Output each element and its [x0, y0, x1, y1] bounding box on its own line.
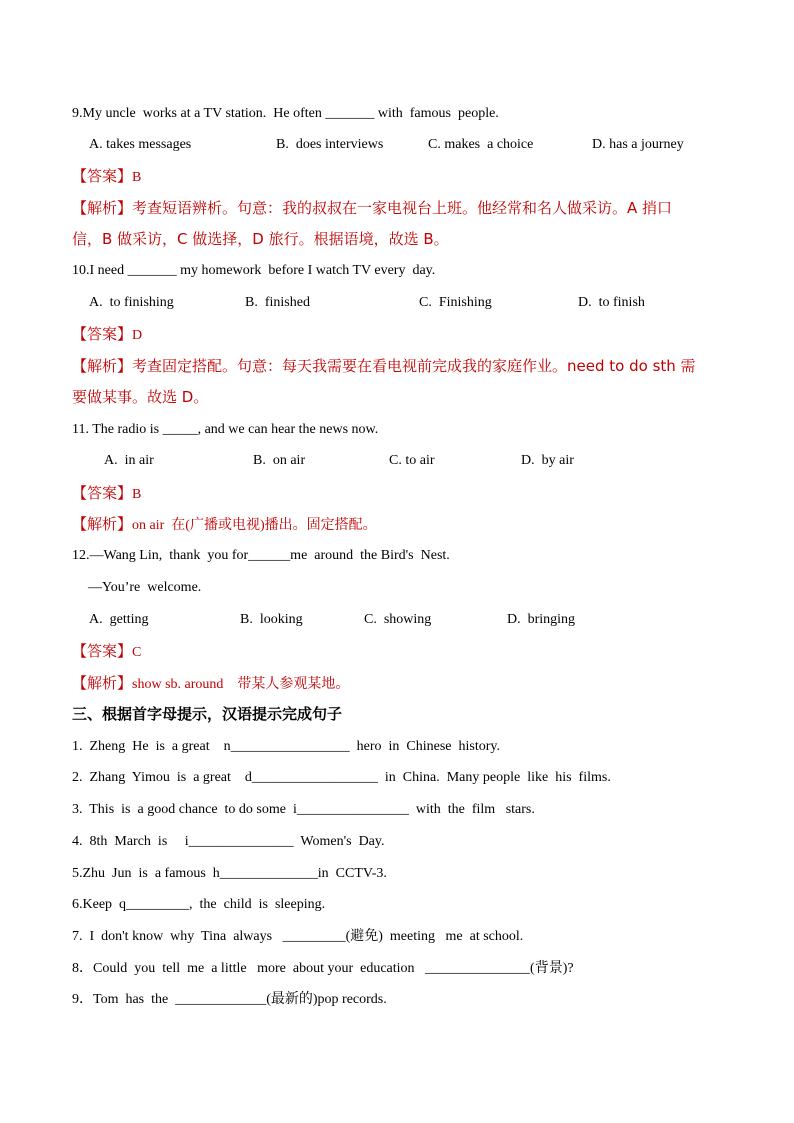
q12-option-b: B. looking [240, 612, 303, 627]
q11-answer [72, 483, 141, 505]
q9-option-b: B. does interviews [276, 137, 384, 152]
analysis-text: 考查固定搭配。句意：每天我需要在看电视前完成我的家庭作业。need to do sth 需 [132, 357, 696, 375]
q9-analysis-line2: 信，B 做采访，C 做选择，D 旅行。根据语境，故选 B。 [72, 230, 449, 248]
q11-stem: 11. The radio is _____, and we can hear the news now. [72, 422, 379, 437]
analysis-tag: 【解析】 [72, 515, 133, 533]
analysis-text: 考查短语辨析。句意：我的叔叔在一家电视台上班。他经常和名人做采访。A 捎口 [132, 199, 673, 217]
q10-option-d: D. to finish [578, 295, 645, 310]
analysis-text: show sb. around 带某人参观某地。 [132, 677, 350, 692]
q12-option-c: C. showing [364, 612, 432, 627]
q9-option-c: C. makes a choice [428, 137, 534, 152]
q9-analysis-line1 [72, 198, 672, 220]
q9-option-d: D. has a journey [592, 137, 684, 152]
analysis-tag: 【解析】 [72, 199, 133, 217]
q11-option-a: A. in air [104, 453, 154, 468]
answer-tag: 【答案】 [72, 325, 133, 343]
answer-tag: 【答案】 [72, 167, 133, 185]
q11-option-b: B. on air [253, 453, 306, 468]
q11-option-c: C. to air [389, 453, 435, 468]
analysis-tag: 【解析】 [72, 357, 133, 375]
q11-analysis-line1 [72, 514, 377, 536]
q12-option-d: D. bringing [507, 612, 576, 627]
analysis-text: on air 在(广播或电视)播出。固定搭配。 [132, 518, 377, 533]
q12-answer [72, 641, 141, 663]
q10-option-a: A. to finishing [89, 295, 174, 310]
section3-item-1: 1. Zheng He is a great n_________________ hero in Chinese history. [72, 739, 500, 754]
q12-analysis-line1 [72, 673, 349, 695]
q10-answer [72, 324, 142, 346]
section3-item-9: 9．Tom has the _____________(最新的)pop records. [72, 992, 387, 1007]
answer-letter: B [132, 487, 142, 502]
section3-item-5: 5.Zhu Jun is a famous h______________in CCTV-3. [72, 866, 387, 881]
section3-item-3: 3. This is a good chance to do some i________________ with the film stars. [72, 802, 535, 817]
analysis-tag: 【解析】 [72, 674, 133, 692]
q10-option-c: C. Finishing [419, 295, 492, 310]
answer-tag: 【答案】 [72, 642, 133, 660]
answer-letter: D [132, 328, 143, 343]
q9-option-a: A. takes messages [89, 137, 192, 152]
answer-tag: 【答案】 [72, 484, 133, 502]
section3-item-6: 6.Keep q_________, the child is sleeping. [72, 897, 326, 912]
q12-reply: —You’re welcome. [88, 580, 202, 595]
q12-option-a: A. getting [89, 612, 149, 627]
q9-stem: 9.My uncle works at a TV station. He often _______ with famous people. [72, 106, 499, 121]
answer-letter: C [132, 645, 142, 660]
q9-answer [72, 166, 141, 188]
q12-stem: 12.—Wang Lin, thank you for______me around the Bird's Nest. [72, 548, 450, 563]
q10-option-b: B. finished [245, 295, 310, 310]
section3-item-4: 4. 8th March is i_______________ Women's Day. [72, 834, 385, 849]
answer-letter: B [132, 170, 142, 185]
q11-option-d: D. by air [521, 453, 574, 468]
q10-analysis-line2: 要做某事。故选 D。 [72, 388, 209, 406]
section3-item-7: 7. I don't know why Tina always _________(避免) meeting me at school. [72, 929, 524, 944]
section3-item-2: 2. Zhang Yimou is a great d__________________ in China. Many people like his films. [72, 770, 611, 785]
q10-stem: 10.I need _______ my homework before I watch TV every day. [72, 263, 436, 278]
section-heading: 三、根据首字母提示，汉语提示完成句子 [72, 705, 343, 723]
section3-item-8: 8．Could you tell me a little more about your education _______________(背景)? [72, 961, 574, 976]
q10-analysis-line1 [72, 356, 696, 378]
